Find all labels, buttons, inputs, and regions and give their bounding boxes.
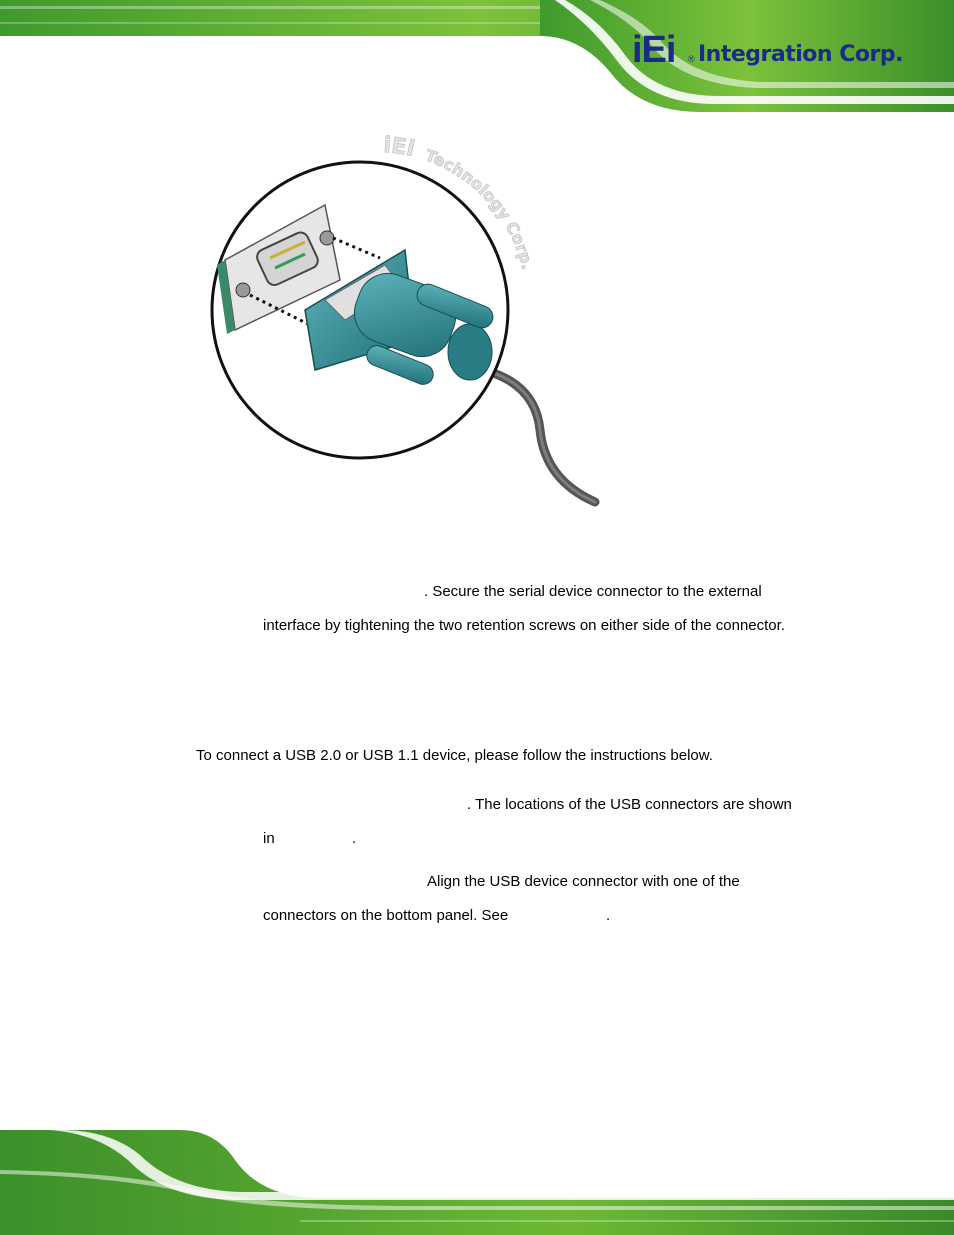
watermark-brand: iEi bbox=[382, 132, 417, 163]
logo-company-name: Integration Corp. bbox=[698, 42, 903, 67]
logo-registered-mark: ® bbox=[688, 54, 695, 64]
usb-step1-text: . The locations of the USB connectors are shown bbox=[467, 796, 792, 813]
serial-step-text: . Secure the serial device connector to the external bbox=[424, 583, 762, 600]
usb-intro-text: To connect a USB 2.0 or USB 1.1 device, please follow the instructions below. bbox=[196, 747, 713, 764]
usb-step1-line2-start: in bbox=[263, 830, 275, 847]
watermark-text: Technology Corp. bbox=[422, 145, 538, 272]
usb-step1-line2-end: . bbox=[352, 830, 357, 847]
usb-step2-line2-start: connectors on the bottom panel. See bbox=[263, 907, 509, 924]
serial-step-text-line2: interface by tightening the two retention screws on either side of the connector. bbox=[263, 617, 785, 634]
usb-step2-line2-end: . bbox=[606, 907, 611, 924]
footer-banner bbox=[0, 1130, 954, 1235]
logo-mark: iEi bbox=[632, 29, 676, 71]
usb-step2-text: Align the USB device connector with one of the bbox=[427, 873, 740, 890]
serial-connector-illustration bbox=[205, 130, 605, 510]
